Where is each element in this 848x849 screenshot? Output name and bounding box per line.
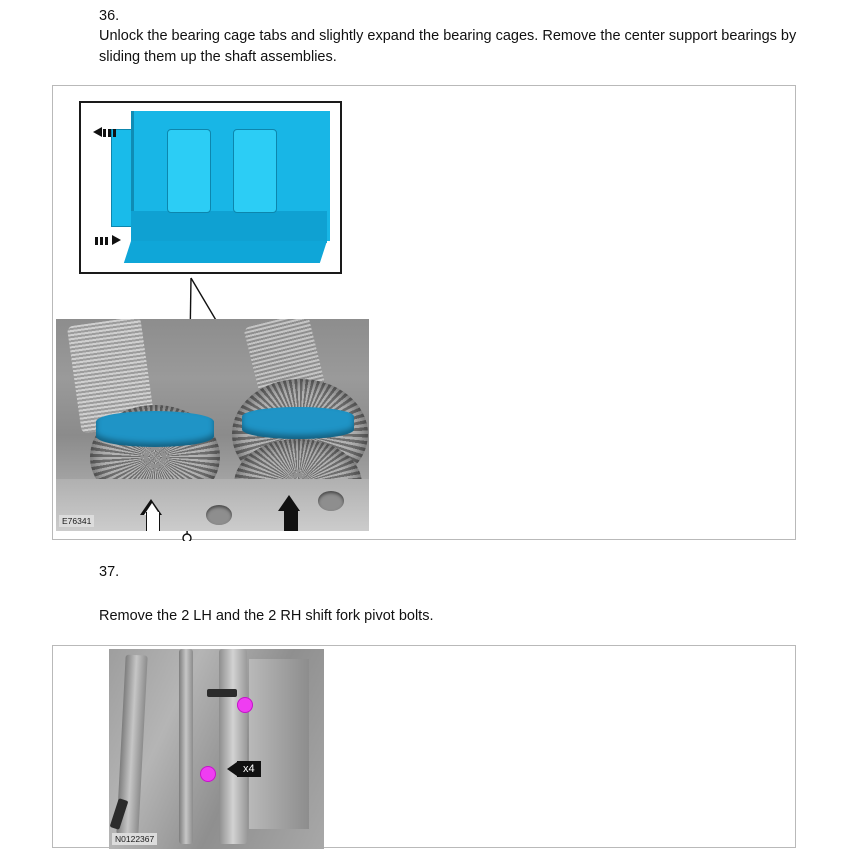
step-instruction-text: Unlock the bearing cage tabs and slightly expand the bearing cages. Remove the center support bearings by sliding them up the shaft assemblies. [99,28,797,65]
expand-arrow-right-icon [95,235,121,246]
bearing-cage-right [242,407,354,439]
quantity-callout [227,761,261,777]
quantity-callout-label: x4 [237,761,261,777]
shift-rail-1 [179,649,193,844]
bearing-cage-left [96,411,214,447]
pivot-bolt-upper [237,697,253,713]
cad-roller-2 [233,129,277,213]
figure-step-37 [52,645,796,848]
cad-roller-1 [167,129,211,213]
figure-code-label: E76341 [59,515,94,527]
cad-body-shading [131,211,327,243]
cad-inset-illustration [79,101,342,274]
removal-arrow-right-icon [279,495,301,531]
pivot-bolt-lower [200,766,216,782]
step-instruction-text: Remove the 2 LH and the 2 RH shift fork pivot bolts. [99,608,434,624]
photo-shift-fork-pivot-bolts [109,649,324,849]
cad-body-lower-face [124,241,327,263]
shift-fork-block [249,659,309,829]
expand-arrow-left-icon [93,127,119,138]
photo-center-support-bearings [56,319,369,531]
detent-pin [207,689,237,697]
removal-arrow-left-icon [141,499,163,531]
figure-code-label: N0122367 [112,833,157,845]
case-bore-2 [206,505,232,525]
case-bore-1 [318,491,344,511]
shift-rail-2 [219,649,247,844]
step-number: 37. [99,564,120,580]
figure-step-36 [52,85,796,540]
step-number: 36. [99,8,120,24]
